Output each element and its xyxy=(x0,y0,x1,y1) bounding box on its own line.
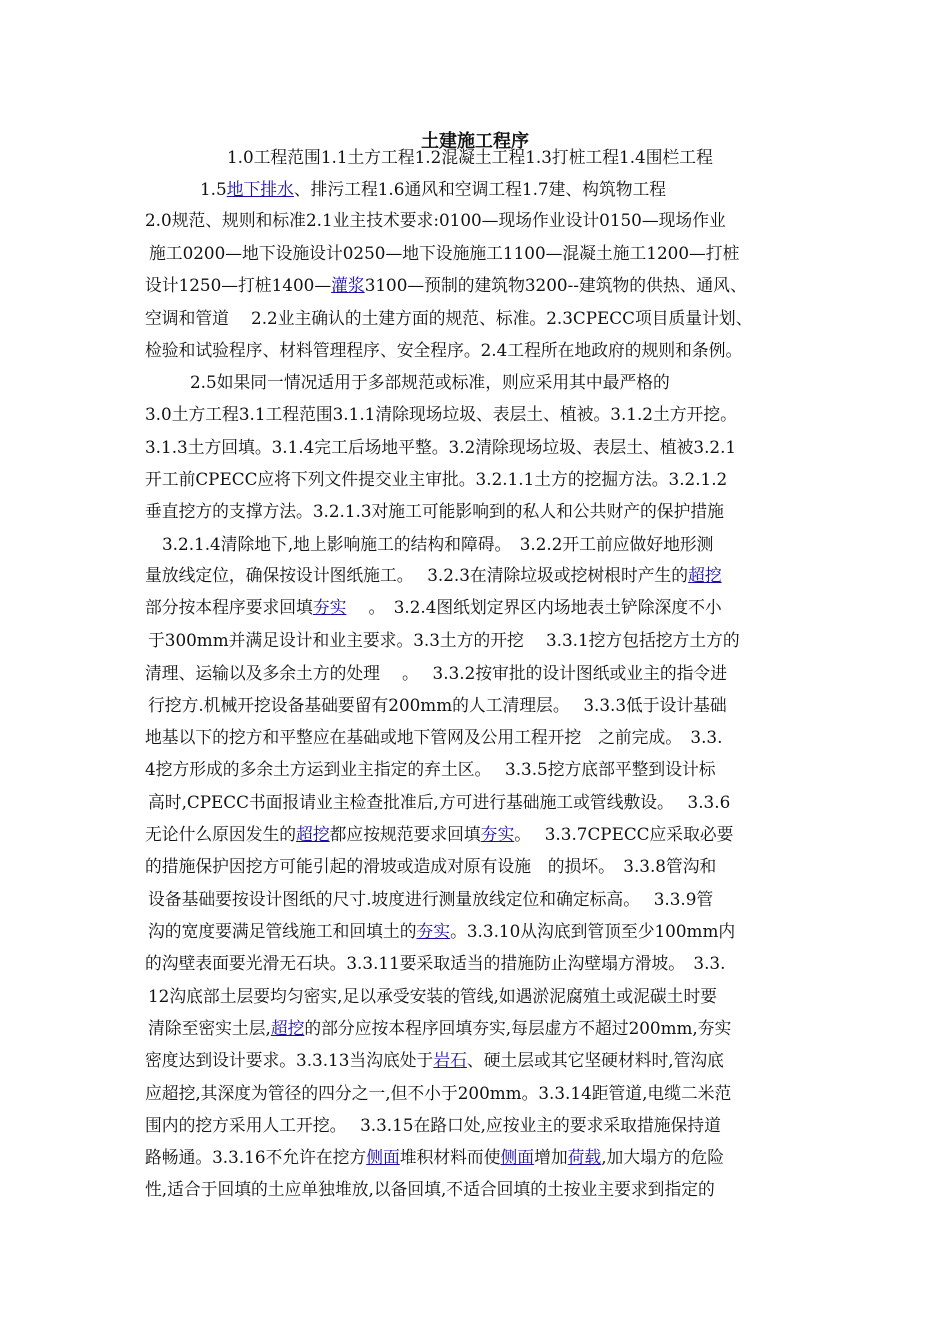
text-segment: 2.0规范、规则和标准2.1业主技术要求:0100—现场作业设计0150—现场作业 xyxy=(145,210,726,230)
text-segment: 空调和管道 2.2业主确认的土建方面的规范、标准。2.3CPECC项目质量计划、 xyxy=(145,308,753,328)
text-segment: 施工0200—地下设施设计0250—地下设施施工1100—混凝土施工1200—打桩 xyxy=(149,243,740,263)
text-segment: 3.0土方工程3.1工程范围3.1.1清除现场垃圾、表层土、植被。3.1.2土方开挖。 xyxy=(145,404,737,424)
text-segment: 3.1.3土方回填。3.1.4完工后场地平整。3.2清除现场垃圾、表层土、植被3.2.1 xyxy=(145,437,737,457)
text-segment: 3.2.1.4清除地下,地上影响施工的结构和障碍。 3.2.2开工前应做好地形测 xyxy=(162,534,714,554)
text-segment: 的措施保护因挖方可能引起的滑坡或造成对原有设施 的损坏。 3.3.8管沟和 xyxy=(145,856,717,876)
text-segment: 设计1250—打桩1400— xyxy=(145,275,332,295)
text-segment: 1.5 xyxy=(200,179,227,199)
text-line xyxy=(145,662,727,684)
text-segment: 都应按规范要求回填 xyxy=(329,824,481,844)
keyword-link[interactable]: 夯实 xyxy=(312,597,347,617)
text-line xyxy=(145,339,742,361)
text-line xyxy=(145,758,716,780)
text-line xyxy=(145,209,726,231)
text-segment: 应超挖,其深度为管径的四分之一,但不小于200mm。3.3.14距管道,电缆二米范 xyxy=(145,1083,732,1103)
text-segment: 密度达到设计要求。3.3.13当沟底处于 xyxy=(145,1050,434,1070)
text-line xyxy=(148,920,735,942)
text-line xyxy=(145,307,752,329)
document-title: 土建施工程序 xyxy=(421,131,529,152)
text-segment: 、排污工程1.6通风和空调工程1.7建、构筑物工程 xyxy=(293,179,667,199)
keyword-link[interactable]: 超挖 xyxy=(296,824,330,844)
text-line xyxy=(145,403,737,425)
text-line xyxy=(148,629,740,651)
text-segment: 行挖方.机械开挖设备基础要留有200mm的人工清理层。 3.3.3低于设计基础 xyxy=(148,695,727,715)
text-segment: 12沟底部土层要均匀密实,足以承受安装的管线,如遇淤泥腐殖土或泥碳土时要 xyxy=(148,986,718,1006)
text-segment: 沟的宽度要满足管线施工和回填土的 xyxy=(148,921,417,941)
keyword-link[interactable]: 岩石 xyxy=(433,1050,467,1070)
text-line xyxy=(145,500,724,522)
text-segment: 无论什么原因发生的 xyxy=(145,824,297,844)
text-segment: 增加 xyxy=(534,1147,568,1167)
text-line xyxy=(145,1082,731,1104)
keyword-link[interactable]: 夯实 xyxy=(480,824,515,844)
text-line xyxy=(145,1178,715,1200)
text-line xyxy=(145,274,747,296)
text-line xyxy=(148,888,713,910)
text-segment: 于300mm并满足设计和业主要求。3.3土方的开挖 3.3.1挖方包括挖方土方的 xyxy=(148,630,740,650)
text-segment: 2.5如果同一情况适用于多部规范或标准，则应采用其中最严格的 xyxy=(190,372,670,392)
text-line xyxy=(148,985,717,1007)
text-segment: 垂直挖方的支撑方法。3.2.1.3对施工可能影响到的私人和公共财产的保护措施 xyxy=(145,501,724,521)
text-segment: 、硬土层或其它坚硬材料时,管沟底 xyxy=(466,1050,724,1070)
text-line xyxy=(145,823,733,845)
text-segment: 设备基础要按设计图纸的尺寸.坡度进行测量放线定位和确定标高。 3.3.9管 xyxy=(148,889,714,909)
text-line xyxy=(145,436,736,458)
text-segment: 的部分应按本程序回填夯实,每层虚方不超过200mm,夯实 xyxy=(304,1018,732,1038)
text-segment: 1.0工程范围1.1土方工程1.2混凝土工程1.3打桩工程1.4围栏工程 xyxy=(227,147,713,167)
text-segment: 。 3.2.4图纸划定界区内场地表土铲除深度不小 xyxy=(346,597,722,617)
text-segment: 清除至密实土层, xyxy=(148,1018,271,1038)
text-segment: 性,适合于回填的土应单独堆放,以备回填,不适合回填的土按业主要求到指定的 xyxy=(145,1179,715,1199)
text-line xyxy=(145,596,722,618)
text-line xyxy=(145,1114,721,1136)
text-segment: 。3.3.10从沟底到管顶至少100mm内 xyxy=(450,921,736,941)
text-segment: 量放线定位，确保按设计图纸施工。 3.2.3在清除垃圾或挖树根时产生的 xyxy=(145,565,689,585)
text-line xyxy=(145,564,722,586)
keyword-link[interactable]: 灌浆 xyxy=(331,275,365,295)
text-segment: 3100—预制的建筑物3200--建筑物的供热、通风、 xyxy=(364,275,747,295)
text-segment: 4挖方形成的多余土方运到业主指定的弃土区。 3.3.5挖方底部平整到设计标 xyxy=(145,759,716,779)
text-line xyxy=(148,694,727,716)
text-line xyxy=(200,178,666,200)
text-line xyxy=(148,1017,731,1039)
keyword-link[interactable]: 超挖 xyxy=(270,1018,305,1038)
keyword-link[interactable]: 夯实 xyxy=(416,921,451,941)
text-segment: 路畅通。3.3.16不允许在挖方 xyxy=(145,1147,367,1167)
keyword-link[interactable]: 超挖 xyxy=(688,565,722,585)
text-line xyxy=(145,952,725,974)
text-line xyxy=(227,146,713,168)
keyword-link[interactable]: 侧面 xyxy=(366,1147,400,1167)
text-line xyxy=(145,1146,724,1168)
text-line xyxy=(145,468,727,490)
text-segment: 围内的挖方采用人工开挖。 3.3.15在路口处,应按业主的要求采取措施保持道 xyxy=(145,1115,721,1135)
text-line xyxy=(190,371,670,393)
keyword-link[interactable]: 地下排水 xyxy=(226,179,294,199)
text-line xyxy=(145,726,722,748)
keyword-link[interactable]: 荷载 xyxy=(567,1147,602,1167)
text-segment: 检验和试验程序、材料管理程序、安全程序。2.4工程所在地政府的规则和条例。 xyxy=(145,340,743,360)
text-segment: 高时,CPECC书面报请业主检查批准后,方可进行基础施工或管线敷设。 3.3.6 xyxy=(148,792,731,812)
text-line xyxy=(145,855,716,877)
text-segment: 的沟壁表面要光滑无石块。3.3.11要采取适当的措施防止沟壁塌方滑坡。 3.3. xyxy=(145,953,726,973)
text-segment: 部分按本程序要求回填 xyxy=(145,597,313,617)
text-line xyxy=(145,1049,724,1071)
text-segment: 。 3.3.7CPECC应采取必要 xyxy=(514,824,734,844)
text-line xyxy=(148,791,730,813)
text-segment: 开工前CPECC应将下列文件提交业主审批。3.2.1.1土方的挖掘方法。3.2.1.2 xyxy=(145,469,728,489)
text-segment: 清理、运输以及多余土方的处理 。 3.3.2按审批的设计图纸或业主的指令进 xyxy=(145,663,727,683)
keyword-link[interactable]: 侧面 xyxy=(500,1147,535,1167)
text-segment: 堆积材料而使 xyxy=(399,1147,501,1167)
text-segment: ,加大塌方的危险 xyxy=(601,1147,725,1167)
text-segment: 地基以下的挖方和平整应在基础或地下管网及公用工程开挖 之前完成。 3.3. xyxy=(145,727,723,747)
text-line xyxy=(149,242,739,264)
text-line xyxy=(162,533,713,555)
